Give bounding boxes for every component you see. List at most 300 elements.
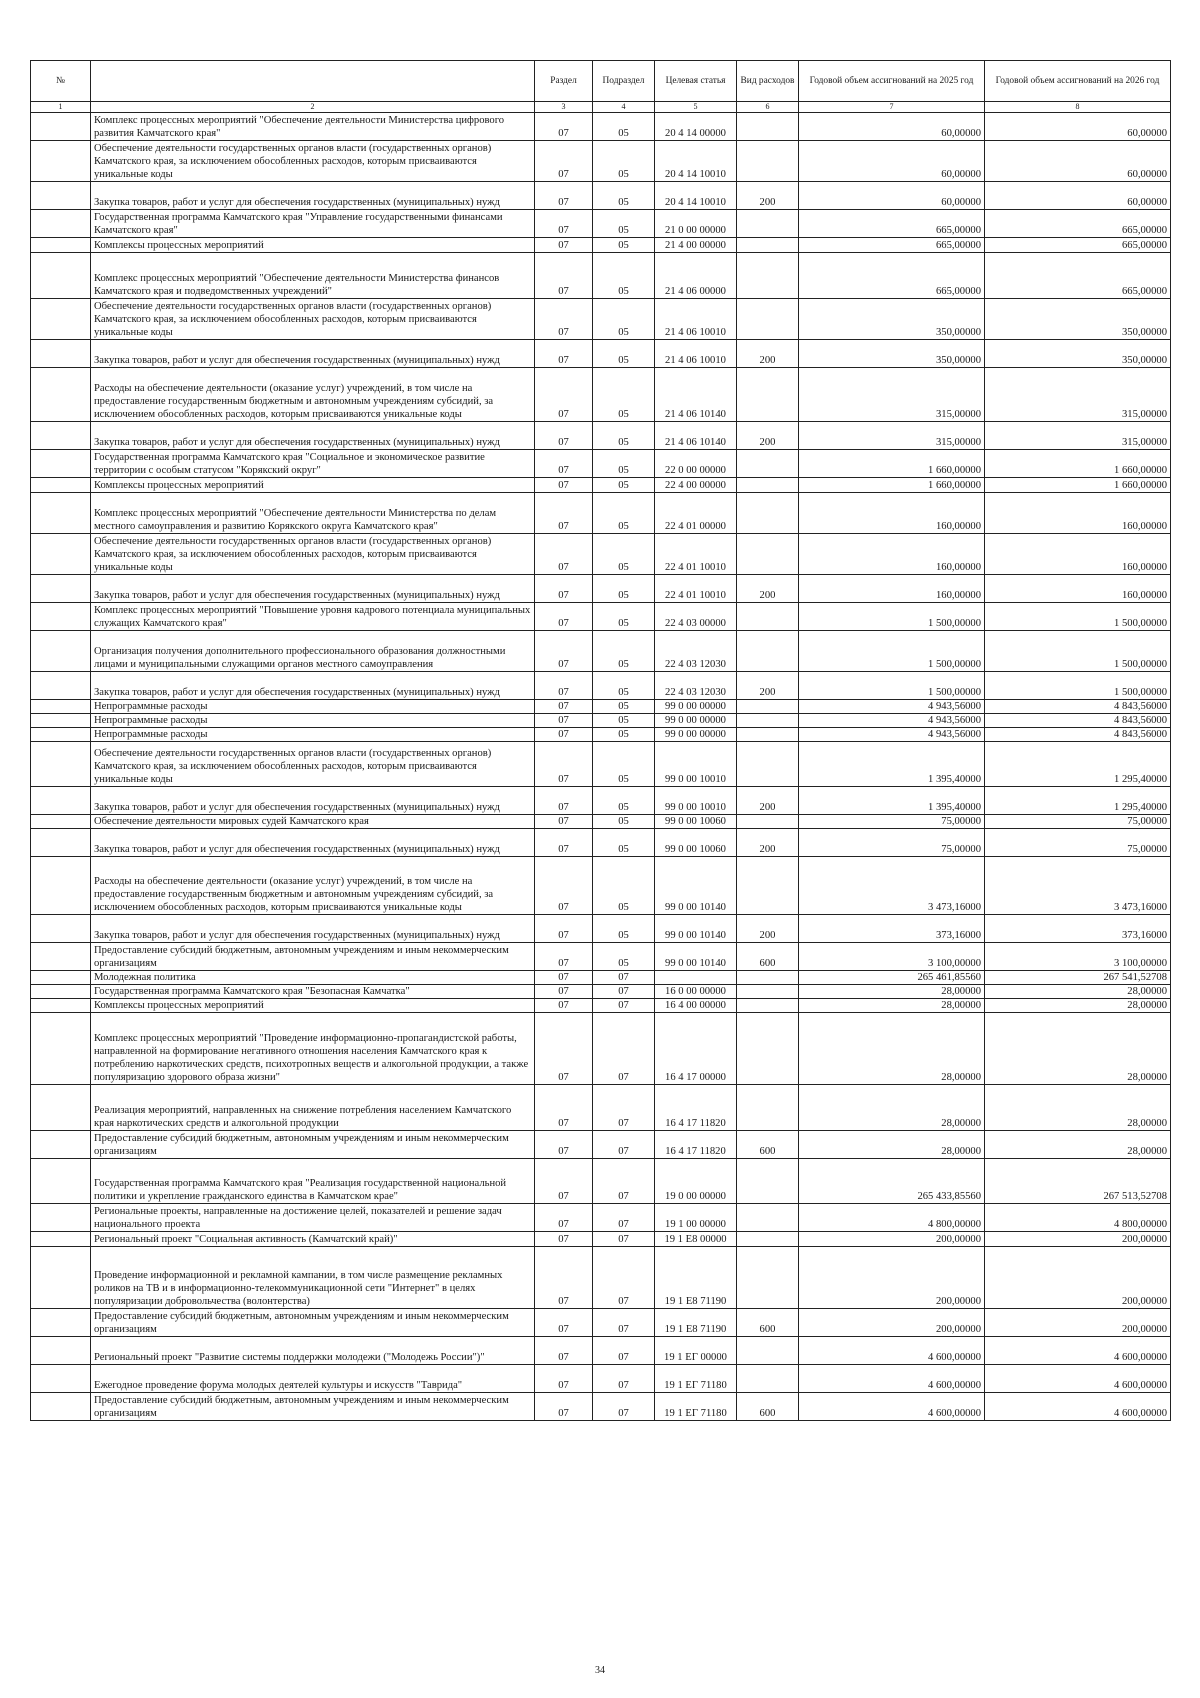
row-podrazdel-cell: 07 <box>593 1393 655 1421</box>
row-razdel-cell: 07 <box>535 1013 593 1085</box>
row-target-cell: 99 0 00 00000 <box>655 714 737 728</box>
row-target-cell: 21 4 06 10010 <box>655 340 737 368</box>
row-razdel-cell: 07 <box>535 857 593 915</box>
row-2026-cell: 28,00000 <box>985 1085 1171 1131</box>
row-razdel-cell: 07 <box>535 1232 593 1247</box>
row-number-cell <box>31 787 91 815</box>
row-vid-cell: 600 <box>737 1393 799 1421</box>
row-target-cell: 21 4 06 00000 <box>655 253 737 299</box>
column-number: 4 <box>593 102 655 113</box>
row-razdel-cell: 07 <box>535 182 593 210</box>
row-vid-cell: 200 <box>737 575 799 603</box>
row-razdel-cell: 07 <box>535 478 593 493</box>
row-2025-cell: 75,00000 <box>799 829 985 857</box>
row-vid-cell <box>737 631 799 672</box>
row-2025-cell: 4 600,00000 <box>799 1337 985 1365</box>
row-vid-cell <box>737 857 799 915</box>
row-vid-cell <box>737 534 799 575</box>
row-number-cell <box>31 829 91 857</box>
row-2026-cell: 28,00000 <box>985 999 1171 1013</box>
row-target-cell: 19 1 ЕГ 00000 <box>655 1337 737 1365</box>
row-2025-cell: 28,00000 <box>799 999 985 1013</box>
row-2026-cell: 1 660,00000 <box>985 450 1171 478</box>
row-2026-cell: 665,00000 <box>985 238 1171 253</box>
table-row <box>31 1365 1171 1393</box>
header-target: Целевая статья <box>655 61 737 102</box>
column-number: 6 <box>737 102 799 113</box>
row-podrazdel-cell: 05 <box>593 182 655 210</box>
row-name-cell: Региональный проект "Развитие системы поддержки молодежи ("Молодежь России")" <box>91 1337 535 1365</box>
row-2026-cell: 60,00000 <box>985 182 1171 210</box>
row-razdel-cell: 07 <box>535 575 593 603</box>
row-vid-cell <box>737 1085 799 1131</box>
row-name-cell: Расходы на обеспечение деятельности (оказание услуг) учреждений, в том числе на предоставление государственным бюджетным и автономным учреждениям субсидий, за исключением обособленных расходов, которым присваиваются уникальные коды <box>91 857 535 915</box>
row-podrazdel-cell: 05 <box>593 253 655 299</box>
row-name-cell: Закупка товаров, работ и услуг для обеспечения государственных (муниципальных) нужд <box>91 575 535 603</box>
row-number-cell <box>31 714 91 728</box>
table-row <box>31 829 1171 857</box>
row-name-cell: Обеспечение деятельности государственных органов власти (государственных органов) Камчатского края, за исключением обособленных расходов, которым присваиваются уникальные коды <box>91 141 535 182</box>
row-vid-cell <box>737 253 799 299</box>
row-2025-cell: 200,00000 <box>799 1247 985 1309</box>
row-razdel-cell: 07 <box>535 141 593 182</box>
row-razdel-cell: 07 <box>535 368 593 422</box>
row-name-cell: Непрограммные расходы <box>91 714 535 728</box>
row-podrazdel-cell: 05 <box>593 368 655 422</box>
row-target-cell: 99 0 00 10140 <box>655 943 737 971</box>
row-name-cell: Предоставление субсидий бюджетным, автономным учреждениям и иным некоммерческим организациям <box>91 1309 535 1337</box>
row-number-cell <box>31 534 91 575</box>
row-2025-cell: 160,00000 <box>799 493 985 534</box>
row-vid-cell <box>737 999 799 1013</box>
row-2025-cell: 160,00000 <box>799 575 985 603</box>
row-target-cell: 19 1 00 00000 <box>655 1204 737 1232</box>
row-razdel-cell: 07 <box>535 742 593 787</box>
table-row <box>31 182 1171 210</box>
row-target-cell: 19 1 E8 00000 <box>655 1232 737 1247</box>
row-number-cell <box>31 999 91 1013</box>
row-vid-cell <box>737 1232 799 1247</box>
row-number-cell <box>31 985 91 999</box>
row-2026-cell: 160,00000 <box>985 575 1171 603</box>
header-2026: Годовой объем ассигнований на 2026 год <box>985 61 1171 102</box>
row-podrazdel-cell: 07 <box>593 1085 655 1131</box>
row-razdel-cell: 07 <box>535 1309 593 1337</box>
row-number-cell <box>31 742 91 787</box>
table-row <box>31 1309 1171 1337</box>
row-number-cell <box>31 1365 91 1393</box>
table-row <box>31 1131 1171 1159</box>
row-razdel-cell: 07 <box>535 787 593 815</box>
row-2025-cell: 28,00000 <box>799 985 985 999</box>
row-target-cell: 22 4 00 00000 <box>655 478 737 493</box>
row-2026-cell: 350,00000 <box>985 299 1171 340</box>
row-2026-cell: 267 513,52708 <box>985 1159 1171 1204</box>
row-number-cell <box>31 575 91 603</box>
row-vid-cell <box>737 493 799 534</box>
table-row <box>31 943 1171 971</box>
row-razdel-cell: 07 <box>535 815 593 829</box>
row-vid-cell <box>737 1365 799 1393</box>
row-2026-cell: 60,00000 <box>985 141 1171 182</box>
row-razdel-cell: 07 <box>535 340 593 368</box>
row-razdel-cell: 07 <box>535 603 593 631</box>
row-razdel-cell: 07 <box>535 1393 593 1421</box>
row-podrazdel-cell: 05 <box>593 113 655 141</box>
row-razdel-cell: 07 <box>535 728 593 742</box>
table-row <box>31 857 1171 915</box>
row-vid-cell <box>737 1013 799 1085</box>
row-razdel-cell: 07 <box>535 210 593 238</box>
row-razdel-cell: 07 <box>535 253 593 299</box>
table-row <box>31 631 1171 672</box>
row-2025-cell: 60,00000 <box>799 182 985 210</box>
table-row <box>31 141 1171 182</box>
row-2025-cell: 3 473,16000 <box>799 857 985 915</box>
row-2026-cell: 75,00000 <box>985 829 1171 857</box>
row-2025-cell: 3 100,00000 <box>799 943 985 971</box>
row-number-cell <box>31 238 91 253</box>
row-razdel-cell: 07 <box>535 700 593 714</box>
table-row <box>31 1247 1171 1309</box>
row-vid-cell <box>737 1204 799 1232</box>
table-row <box>31 985 1171 999</box>
row-razdel-cell: 07 <box>535 971 593 985</box>
row-name-cell: Обеспечение деятельности мировых судей Камчатского края <box>91 815 535 829</box>
row-name-cell: Обеспечение деятельности государственных органов власти (государственных органов) Камчатского края, за исключением обособленных расходов, которым присваиваются уникальные коды <box>91 299 535 340</box>
row-number-cell <box>31 253 91 299</box>
row-2026-cell: 1 500,00000 <box>985 603 1171 631</box>
budget-table-sheet <box>30 60 1170 1421</box>
row-number-cell <box>31 1159 91 1204</box>
row-name-cell: Закупка товаров, работ и услуг для обеспечения государственных (муниципальных) нужд <box>91 422 535 450</box>
row-razdel-cell: 07 <box>535 238 593 253</box>
row-razdel-cell: 07 <box>535 1085 593 1131</box>
row-target-cell: 99 0 00 10060 <box>655 829 737 857</box>
table-row <box>31 700 1171 714</box>
row-number-cell <box>31 1085 91 1131</box>
row-name-cell: Закупка товаров, работ и услуг для обеспечения государственных (муниципальных) нужд <box>91 672 535 700</box>
row-podrazdel-cell: 05 <box>593 728 655 742</box>
row-podrazdel-cell: 05 <box>593 943 655 971</box>
table-row <box>31 493 1171 534</box>
row-podrazdel-cell: 05 <box>593 787 655 815</box>
row-razdel-cell: 07 <box>535 113 593 141</box>
row-2026-cell: 160,00000 <box>985 534 1171 575</box>
row-podrazdel-cell: 05 <box>593 450 655 478</box>
row-2026-cell: 1 500,00000 <box>985 672 1171 700</box>
row-2026-cell: 4 600,00000 <box>985 1337 1171 1365</box>
row-podrazdel-cell: 05 <box>593 603 655 631</box>
row-target-cell: 21 4 06 10010 <box>655 299 737 340</box>
row-2025-cell: 28,00000 <box>799 1013 985 1085</box>
row-razdel-cell: 07 <box>535 1131 593 1159</box>
column-number: 8 <box>985 102 1171 113</box>
row-2026-cell: 3 100,00000 <box>985 943 1171 971</box>
row-target-cell: 21 4 06 10140 <box>655 368 737 422</box>
row-target-cell: 22 4 01 10010 <box>655 575 737 603</box>
row-vid-cell <box>737 113 799 141</box>
column-number-row <box>31 102 1171 113</box>
row-2025-cell: 1 395,40000 <box>799 742 985 787</box>
row-name-cell: Комплексы процессных мероприятий <box>91 478 535 493</box>
row-vid-cell: 200 <box>737 422 799 450</box>
row-vid-cell <box>737 299 799 340</box>
budget-table <box>30 60 1171 1421</box>
table-row <box>31 1337 1171 1365</box>
row-podrazdel-cell: 07 <box>593 1232 655 1247</box>
row-number-cell <box>31 603 91 631</box>
row-target-cell: 19 0 00 00000 <box>655 1159 737 1204</box>
row-2025-cell: 4 800,00000 <box>799 1204 985 1232</box>
header-2025: Годовой объем ассигнований на 2025 год <box>799 61 985 102</box>
row-target-cell: 22 0 00 00000 <box>655 450 737 478</box>
row-podrazdel-cell: 05 <box>593 493 655 534</box>
row-2025-cell: 160,00000 <box>799 534 985 575</box>
row-2026-cell: 350,00000 <box>985 340 1171 368</box>
row-number-cell <box>31 1232 91 1247</box>
table-row <box>31 971 1171 985</box>
table-row <box>31 299 1171 340</box>
row-target-cell: 22 4 03 12030 <box>655 672 737 700</box>
row-podrazdel-cell: 07 <box>593 1365 655 1393</box>
row-target-cell: 22 4 03 12030 <box>655 631 737 672</box>
row-podrazdel-cell: 07 <box>593 1337 655 1365</box>
row-number-cell <box>31 422 91 450</box>
row-vid-cell: 200 <box>737 915 799 943</box>
row-2025-cell: 1 660,00000 <box>799 450 985 478</box>
table-row <box>31 714 1171 728</box>
row-podrazdel-cell: 05 <box>593 915 655 943</box>
row-podrazdel-cell: 07 <box>593 1204 655 1232</box>
row-target-cell: 16 4 00 00000 <box>655 999 737 1013</box>
row-target-cell: 16 4 17 00000 <box>655 1013 737 1085</box>
row-razdel-cell: 07 <box>535 915 593 943</box>
row-podrazdel-cell: 07 <box>593 1159 655 1204</box>
row-name-cell: Государственная программа Камчатского края "Управление государственными финансами Камчатского края" <box>91 210 535 238</box>
row-number-cell <box>31 815 91 829</box>
row-target-cell: 19 1 ЕГ 71180 <box>655 1393 737 1421</box>
row-podrazdel-cell: 05 <box>593 340 655 368</box>
row-name-cell: Комплекс процессных мероприятий "Обеспечение деятельности Министерства финансов Камчатского края и подведомственных учреждений" <box>91 253 535 299</box>
row-target-cell: 19 1 E8 71190 <box>655 1309 737 1337</box>
row-target-cell: 19 1 ЕГ 71180 <box>655 1365 737 1393</box>
row-2026-cell: 200,00000 <box>985 1232 1171 1247</box>
row-2025-cell: 265 461,85560 <box>799 971 985 985</box>
row-vid-cell <box>737 603 799 631</box>
row-name-cell: Комплексы процессных мероприятий <box>91 238 535 253</box>
row-razdel-cell: 07 <box>535 985 593 999</box>
row-razdel-cell: 07 <box>535 1247 593 1309</box>
row-target-cell: 99 0 00 00000 <box>655 728 737 742</box>
row-vid-cell <box>737 815 799 829</box>
row-podrazdel-cell: 07 <box>593 1131 655 1159</box>
row-podrazdel-cell: 05 <box>593 238 655 253</box>
row-vid-cell <box>737 728 799 742</box>
table-row <box>31 728 1171 742</box>
row-target-cell: 19 1 E8 71190 <box>655 1247 737 1309</box>
row-number-cell <box>31 141 91 182</box>
row-podrazdel-cell: 05 <box>593 631 655 672</box>
row-2026-cell: 200,00000 <box>985 1309 1171 1337</box>
row-2025-cell: 75,00000 <box>799 815 985 829</box>
table-row <box>31 575 1171 603</box>
row-2026-cell: 75,00000 <box>985 815 1171 829</box>
header-razdel: Раздел <box>535 61 593 102</box>
row-2025-cell: 665,00000 <box>799 253 985 299</box>
row-target-cell: 16 0 00 00000 <box>655 985 737 999</box>
row-number-cell <box>31 943 91 971</box>
row-2025-cell: 315,00000 <box>799 368 985 422</box>
row-number-cell <box>31 299 91 340</box>
table-row <box>31 1204 1171 1232</box>
row-name-cell: Обеспечение деятельности государственных органов власти (государственных органов) Камчатского края, за исключением обособленных расходов, которым присваиваются уникальные коды <box>91 534 535 575</box>
row-podrazdel-cell: 07 <box>593 999 655 1013</box>
row-number-cell <box>31 1393 91 1421</box>
row-number-cell <box>31 728 91 742</box>
table-row <box>31 1013 1171 1085</box>
row-name-cell: Комплекс процессных мероприятий "Проведение информационно-пропагандистской работы, направленной на формирование негативного отношения населения Камчатского края к потреблению наркотических средств, психотропных веществ и алкогольной продукции, а также популяризацию здорового образа жизни" <box>91 1013 535 1085</box>
row-name-cell: Закупка товаров, работ и услуг для обеспечения государственных (муниципальных) нужд <box>91 915 535 943</box>
row-number-cell <box>31 1247 91 1309</box>
row-vid-cell <box>737 985 799 999</box>
table-header-row <box>31 61 1171 102</box>
column-number: 7 <box>799 102 985 113</box>
page-number: 34 <box>595 1665 605 1676</box>
table-row <box>31 787 1171 815</box>
row-2026-cell: 28,00000 <box>985 1013 1171 1085</box>
table-row <box>31 603 1171 631</box>
row-2025-cell: 315,00000 <box>799 422 985 450</box>
row-name-cell: Предоставление субсидий бюджетным, автономным учреждениям и иным некоммерческим организациям <box>91 1393 535 1421</box>
table-row <box>31 340 1171 368</box>
row-target-cell: 99 0 00 00000 <box>655 700 737 714</box>
row-vid-cell: 600 <box>737 1131 799 1159</box>
row-number-cell <box>31 915 91 943</box>
row-vid-cell <box>737 368 799 422</box>
row-razdel-cell: 07 <box>535 1365 593 1393</box>
row-target-cell: 22 4 03 00000 <box>655 603 737 631</box>
row-2026-cell: 1 295,40000 <box>985 787 1171 815</box>
row-2026-cell: 4 843,56000 <box>985 728 1171 742</box>
row-target-cell: 99 0 00 10140 <box>655 915 737 943</box>
row-2025-cell: 4 600,00000 <box>799 1393 985 1421</box>
row-number-cell <box>31 1204 91 1232</box>
table-row <box>31 672 1171 700</box>
row-2026-cell: 373,16000 <box>985 915 1171 943</box>
header-no: № <box>31 61 91 102</box>
row-target-cell: 16 4 17 11820 <box>655 1131 737 1159</box>
row-vid-cell <box>737 1337 799 1365</box>
row-target-cell: 16 4 17 11820 <box>655 1085 737 1131</box>
row-target-cell: 21 0 00 00000 <box>655 210 737 238</box>
row-2026-cell: 1 500,00000 <box>985 631 1171 672</box>
row-2026-cell: 267 541,52708 <box>985 971 1171 985</box>
table-row <box>31 1085 1171 1131</box>
row-2025-cell: 1 500,00000 <box>799 672 985 700</box>
row-2026-cell: 4 600,00000 <box>985 1365 1171 1393</box>
row-razdel-cell: 07 <box>535 999 593 1013</box>
row-2025-cell: 28,00000 <box>799 1131 985 1159</box>
row-2026-cell: 4 600,00000 <box>985 1393 1171 1421</box>
column-number: 1 <box>31 102 91 113</box>
row-podrazdel-cell: 05 <box>593 700 655 714</box>
table-row <box>31 999 1171 1013</box>
row-number-cell <box>31 857 91 915</box>
row-razdel-cell: 07 <box>535 1337 593 1365</box>
row-number-cell <box>31 368 91 422</box>
row-razdel-cell: 07 <box>535 493 593 534</box>
table-row <box>31 210 1171 238</box>
row-number-cell <box>31 113 91 141</box>
row-2025-cell: 60,00000 <box>799 113 985 141</box>
row-number-cell <box>31 340 91 368</box>
row-razdel-cell: 07 <box>535 829 593 857</box>
table-row <box>31 742 1171 787</box>
row-razdel-cell: 07 <box>535 422 593 450</box>
row-podrazdel-cell: 05 <box>593 210 655 238</box>
row-name-cell: Закупка товаров, работ и услуг для обеспечения государственных (муниципальных) нужд <box>91 787 535 815</box>
row-2026-cell: 28,00000 <box>985 985 1171 999</box>
row-vid-cell <box>737 450 799 478</box>
row-2026-cell: 60,00000 <box>985 113 1171 141</box>
row-vid-cell <box>737 238 799 253</box>
row-podrazdel-cell: 07 <box>593 971 655 985</box>
row-razdel-cell: 07 <box>535 534 593 575</box>
table-body <box>31 113 1171 1421</box>
row-name-cell: Предоставление субсидий бюджетным, автономным учреждениям и иным некоммерческим организациям <box>91 943 535 971</box>
row-2026-cell: 665,00000 <box>985 253 1171 299</box>
row-number-cell <box>31 210 91 238</box>
column-number: 2 <box>91 102 535 113</box>
table-row <box>31 450 1171 478</box>
row-number-cell <box>31 1337 91 1365</box>
row-2026-cell: 4 800,00000 <box>985 1204 1171 1232</box>
row-target-cell: 20 4 14 10010 <box>655 182 737 210</box>
table-row <box>31 238 1171 253</box>
row-2025-cell: 4 600,00000 <box>799 1365 985 1393</box>
row-vid-cell <box>737 700 799 714</box>
row-name-cell: Региональный проект "Социальная активность (Камчатский край)" <box>91 1232 535 1247</box>
row-name-cell: Закупка товаров, работ и услуг для обеспечения государственных (муниципальных) нужд <box>91 829 535 857</box>
header-podrazdel: Подраздел <box>593 61 655 102</box>
row-vid-cell: 200 <box>737 340 799 368</box>
row-name-cell: Комплексы процессных мероприятий <box>91 999 535 1013</box>
row-2025-cell: 350,00000 <box>799 299 985 340</box>
row-target-cell: 20 4 14 00000 <box>655 113 737 141</box>
row-podrazdel-cell: 05 <box>593 672 655 700</box>
row-name-cell: Ежегодное проведение форума молодых деятелей культуры и искусств "Таврида" <box>91 1365 535 1393</box>
row-2025-cell: 1 500,00000 <box>799 631 985 672</box>
row-number-cell <box>31 971 91 985</box>
row-name-cell: Государственная программа Камчатского края "Безопасная Камчатка" <box>91 985 535 999</box>
row-2025-cell: 265 433,85560 <box>799 1159 985 1204</box>
row-vid-cell: 200 <box>737 829 799 857</box>
row-podrazdel-cell: 05 <box>593 422 655 450</box>
row-name-cell: Обеспечение деятельности государственных органов власти (государственных органов) Камчатского края, за исключением обособленных расходов, которым присваиваются уникальные коды <box>91 742 535 787</box>
row-2025-cell: 373,16000 <box>799 915 985 943</box>
row-podrazdel-cell: 05 <box>593 141 655 182</box>
row-number-cell <box>31 450 91 478</box>
row-razdel-cell: 07 <box>535 1204 593 1232</box>
row-2026-cell: 3 473,16000 <box>985 857 1171 915</box>
row-name-cell: Предоставление субсидий бюджетным, автономным учреждениям и иным некоммерческим организациям <box>91 1131 535 1159</box>
row-target-cell: 22 4 01 00000 <box>655 493 737 534</box>
row-vid-cell: 200 <box>737 672 799 700</box>
row-vid-cell: 600 <box>737 1309 799 1337</box>
table-row <box>31 368 1171 422</box>
row-number-cell <box>31 1013 91 1085</box>
